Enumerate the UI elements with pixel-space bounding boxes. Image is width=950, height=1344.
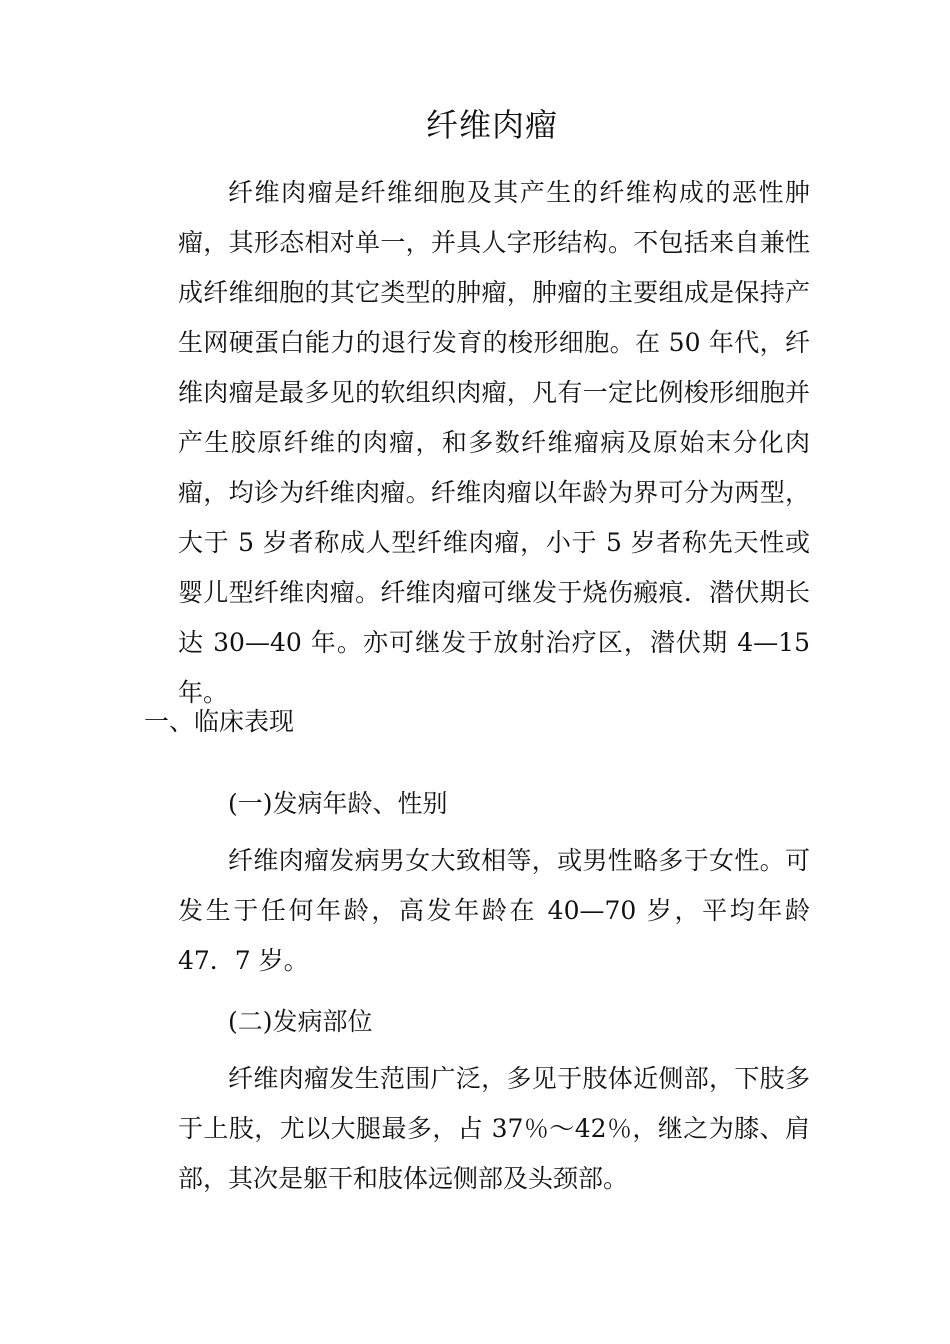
section-heading-clinical: 一、临床表现 <box>144 707 295 736</box>
subsection-heading-site: (二)发病部位 <box>228 1007 373 1036</box>
site-paragraph: 纤维肉瘤发生范围广泛，多见于肢体近侧部，下肢多于上肢，尤以大腿最多，占 37％～42％，继之为膝、肩部，其次是躯干和肢体远侧部及头颈部。 <box>178 1064 810 1193</box>
document-title: 纤维肉瘤 <box>425 106 558 144</box>
subsection-heading-age-sex: (一)发病年龄、性别 <box>228 789 448 818</box>
age-sex-paragraph: 纤维肉瘤发病男女大致相等，或男性略多于女性。可发生于任何年龄，高发年龄在 40—70 岁，平均年龄 47．7 岁。 <box>178 846 810 975</box>
intro-paragraph: 纤维肉瘤是纤维细胞及其产生的纤维构成的恶性肿瘤，其形态相对单一，并具人字形结构。不包括来自兼性成纤维细胞的其它类型的肿瘤，肿瘤的主要组成是保持产生网硬蛋白能力的退行发育的梭形细胞。在 50 年代，纤维肉瘤是最多见的软组织肉瘤，凡有一定比例梭形细胞并产生胶原纤维的肉瘤，和多数纤维瘤病及原始末分化肉瘤，均诊为纤维肉瘤。纤维肉瘤以年龄为界可分为两型，大于 5 岁者称成人型纤维肉瘤，小于 5 岁者称先天性或婴儿型纤维肉瘤。纤维肉瘤可继发于烧伤瘢痕．潜伏期长达 30—40 年。亦可继发于放射治疗区，潜伏期 4—15 年。 <box>178 178 810 707</box>
